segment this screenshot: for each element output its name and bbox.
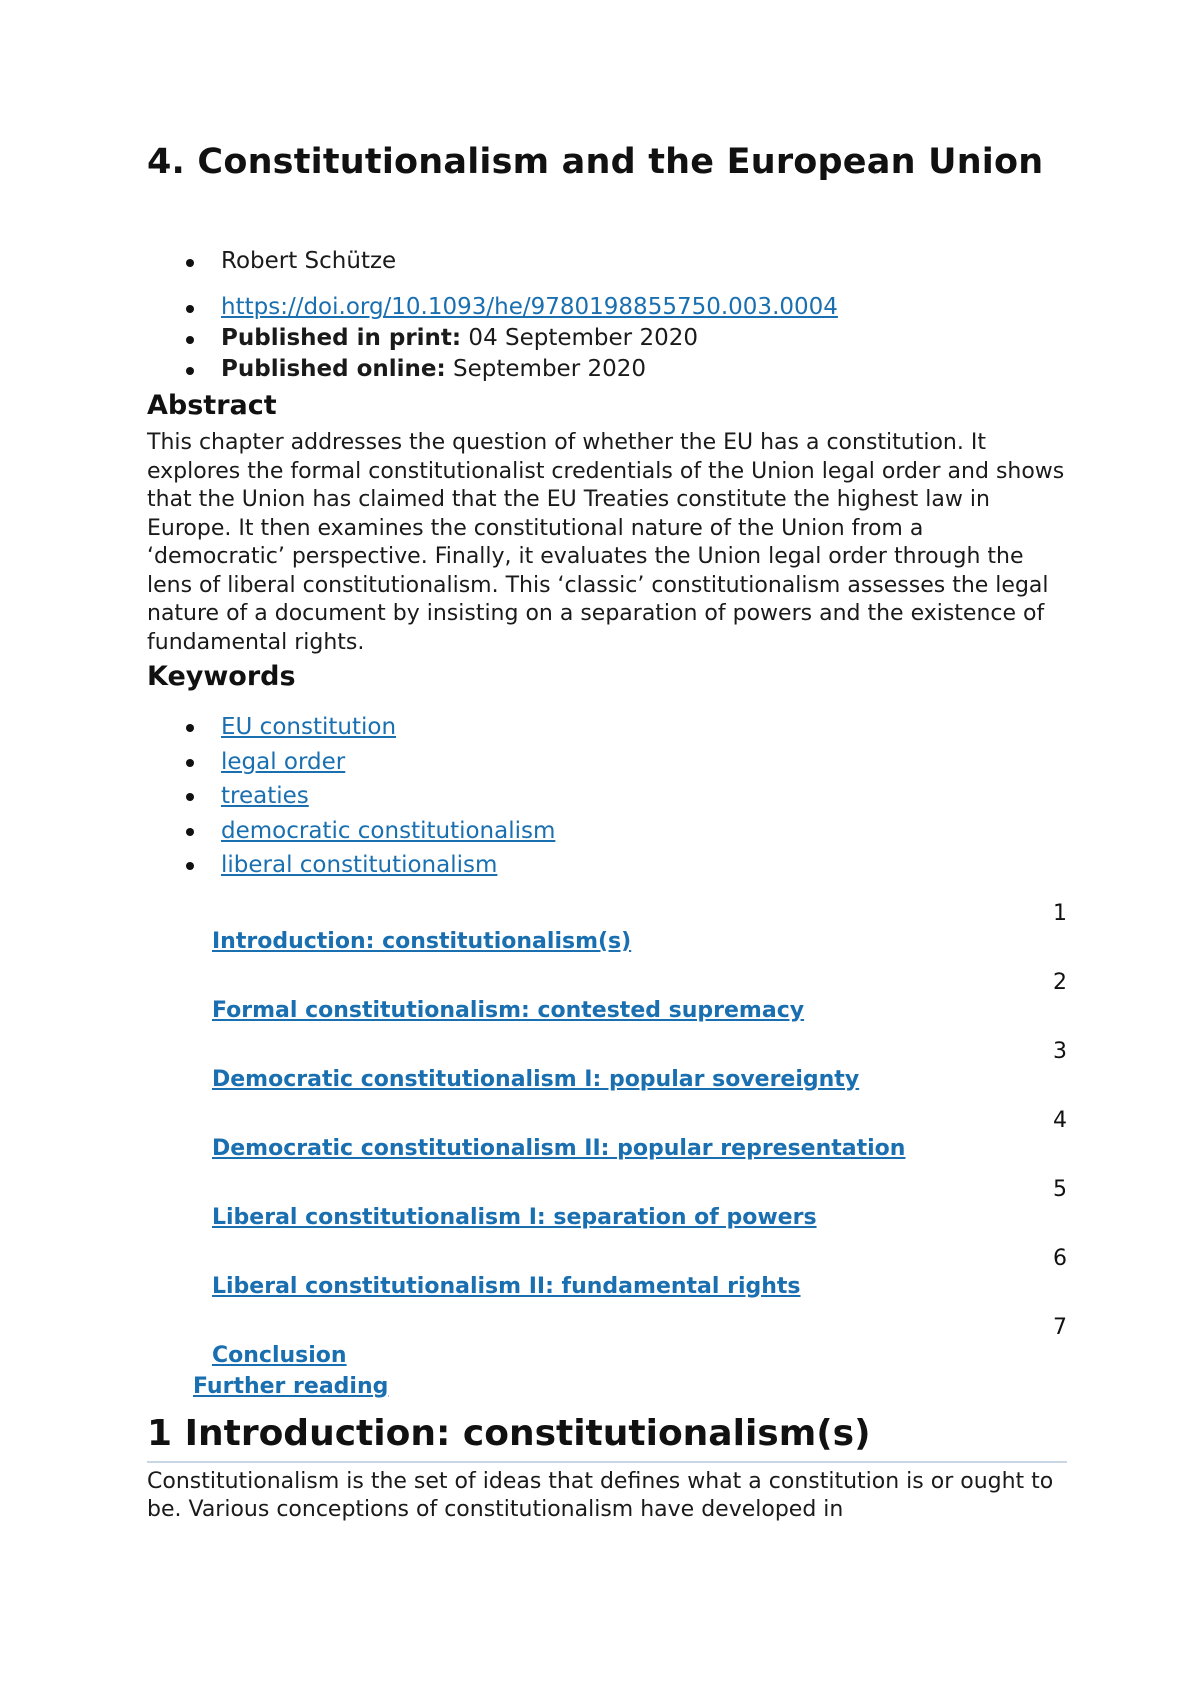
toc-number: 6 bbox=[1053, 1245, 1067, 1271]
keyword-item bbox=[147, 779, 1067, 814]
toc-number: 4 bbox=[1053, 1107, 1067, 1133]
toc-link[interactable]: Democratic constitutionalism II: popular representation bbox=[212, 1135, 906, 1161]
toc-link[interactable]: Introduction: constitutionalism(s) bbox=[212, 928, 632, 954]
further-reading-link[interactable]: Further reading bbox=[193, 1373, 389, 1399]
table-of-contents bbox=[147, 899, 1067, 1402]
toc-item bbox=[147, 1106, 1067, 1175]
toc-item bbox=[147, 1037, 1067, 1106]
keyword-item bbox=[147, 814, 1067, 849]
author-item bbox=[147, 246, 1067, 277]
keyword-link[interactable]: liberal constitutionalism bbox=[221, 852, 498, 878]
keyword-item bbox=[147, 710, 1067, 745]
toc-number: 2 bbox=[1053, 969, 1067, 995]
abstract-text: This chapter addresses the question of whether the EU has a constitution. It explores the formal constitutionalist credentials of the Union legal order and shows that the Union has claimed that the EU Treaties constitute the highest law in Europe. It then examines the constitutional nature of the Union from a ‘democratic’ perspective. Finally, it evaluates the Union legal order through the lens of liberal constitutionalism. This ‘classic’ constitutionalism assesses the legal nature of a document by insisting on a separation of powers and the existence of fundamental rights. bbox=[147, 430, 1065, 655]
toc-link[interactable]: Liberal constitutionalism I: separation of powers bbox=[212, 1204, 817, 1230]
chapter-title: 4. Constitutionalism and the European Union bbox=[147, 142, 1044, 182]
document-page bbox=[147, 140, 1067, 1524]
doi-link[interactable]: https://doi.org/10.1093/he/9780198855750.003.0004 bbox=[221, 294, 838, 320]
toc-item bbox=[147, 899, 1067, 968]
toc-item bbox=[147, 968, 1067, 1037]
toc-link[interactable]: Liberal constitutionalism II: fundamental rights bbox=[212, 1273, 801, 1299]
toc-item bbox=[147, 1175, 1067, 1244]
author-name: Robert Schütze bbox=[221, 248, 397, 274]
abstract-heading: Abstract bbox=[147, 390, 277, 421]
keyword-item bbox=[147, 848, 1067, 883]
metadata-list bbox=[147, 246, 1067, 385]
published-print-value: 04 September 2020 bbox=[461, 325, 698, 351]
keyword-link[interactable]: treaties bbox=[221, 783, 309, 809]
section-heading: 1 Introduction: constitutionalism(s) bbox=[147, 1411, 1067, 1463]
published-online-item bbox=[147, 354, 1067, 385]
toc-link[interactable]: Democratic constitutionalism I: popular sovereignty bbox=[212, 1066, 860, 1092]
toc-link[interactable]: Conclusion bbox=[212, 1342, 347, 1368]
published-print-label: Published in print: bbox=[221, 325, 462, 351]
toc-item bbox=[147, 1244, 1067, 1313]
published-print-item bbox=[147, 323, 1067, 354]
keyword-link[interactable]: EU constitution bbox=[221, 714, 397, 740]
keywords-list bbox=[147, 710, 1067, 883]
published-online-value: September 2020 bbox=[445, 356, 647, 382]
doi-item bbox=[147, 292, 1067, 323]
toc-number: 1 bbox=[1053, 900, 1067, 926]
published-online-label: Published online: bbox=[221, 356, 446, 382]
toc-number: 3 bbox=[1053, 1038, 1067, 1064]
toc-number: 7 bbox=[1053, 1314, 1067, 1340]
keywords-heading: Keywords bbox=[147, 661, 296, 692]
section-body-text: Constitutionalism is the set of ideas that defines what a constitution is or ought to be. Various conceptions of constitutionalism have developed in bbox=[147, 1468, 1054, 1522]
keyword-link[interactable]: democratic constitutionalism bbox=[221, 817, 556, 844]
keyword-item bbox=[147, 745, 1067, 780]
keyword-link[interactable]: legal order bbox=[221, 748, 346, 775]
further-reading-row bbox=[147, 1372, 1067, 1402]
toc-number: 5 bbox=[1053, 1176, 1067, 1202]
toc-link[interactable]: Formal constitutionalism: contested supremacy bbox=[212, 997, 805, 1023]
